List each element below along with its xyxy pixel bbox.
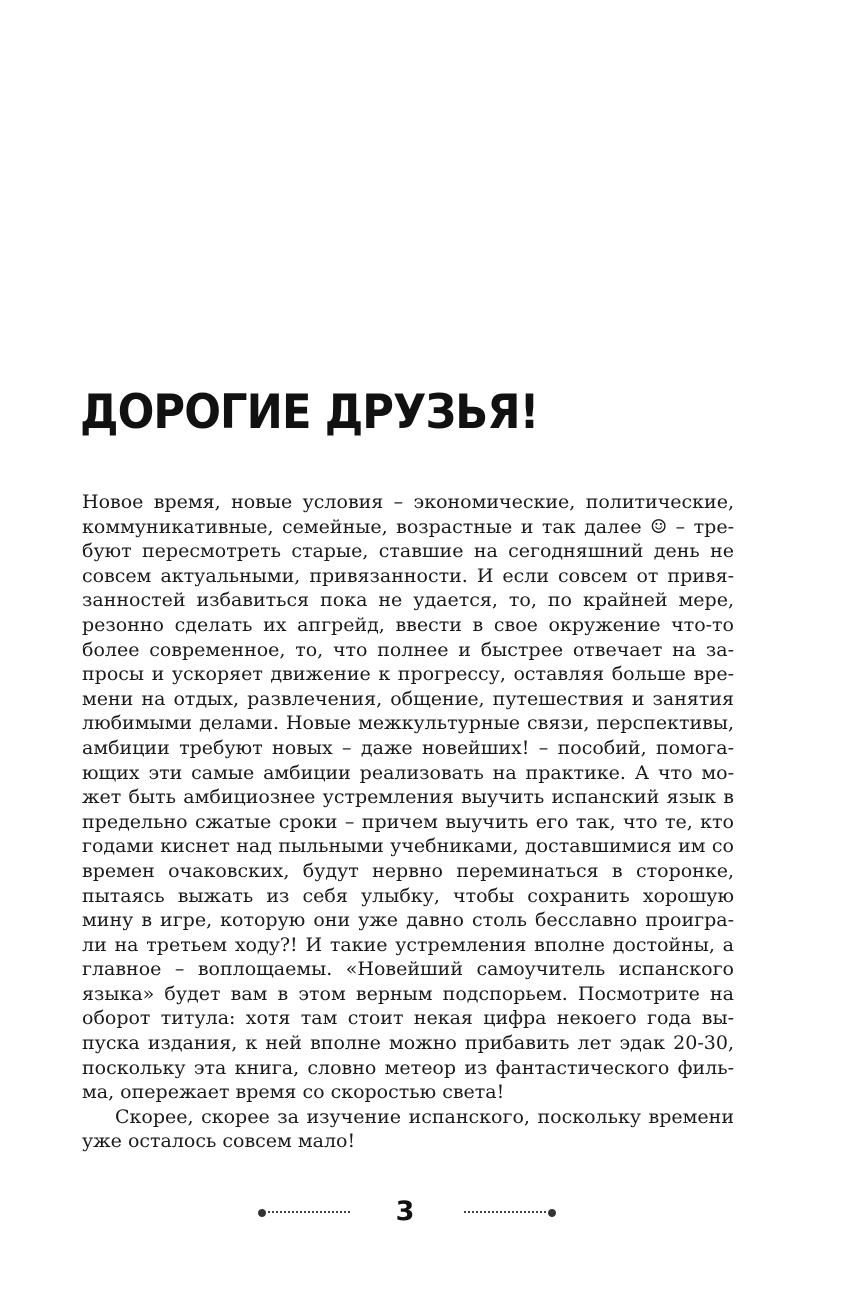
paragraph-1: Новое время, новые условия – экономические, политические, коммуникативные, семейные, возрастные и так далее ☺ – требуют пересмотреть старые, ставшие на сегодняшний день не совсем актуальными, привязанности. И если совсем от привязанностей избавиться пока не удается, то, по крайней мере, резонно сделать их апгрейд, ввести в свое окружение что-то более современное, то, что полнее и быстрее отвечает на запросы и ускоряет движение к прогрессу, оставляя больше времени на отдых, развлечения, общение, путешествия и занятия любимыми делами. Новые межкультурные связи, перспективы, амбиции требуют новых – даже новейших! – пособий, помогающих эти самые амбиции реализовать на практике. А что может быть амбициознее устремления выучить испанский язык в предельно сжатые сроки – причем выучить его так, что те, кто годами киснет над пыльными учебниками, доставшимися им со времен очаковских, будут нервно переминаться в сторонке, пытаясь выжать из себя улыбку, чтобы сохранить хорошую мину в игре, которую они уже давно столь бесславно проиграли на третьем ходу?! И такие устремления вполне достойны, а главное – воплощаемы. «Новейший самоучитель испанского языка» будет вам в этом верным подспорьем. Посмотрите на оборот титула: хотя там стоит некая цифра некоего года выпуска издания, к ней вполне можно прибавить лет эдак 20-30, поскольку эта книга, словно метеор из фантастического фильма, опережает время со скоростью света! (82, 491, 734, 1104)
footer-dot-left (258, 1209, 266, 1217)
footer-dotted-rule-left (268, 1211, 350, 1213)
page-footer (0, 1193, 845, 1233)
paragraph-2: Скорее, скорее за изучение испанского, поскольку времени уже осталось совсем мало! (82, 1105, 734, 1153)
footer-dot-right (548, 1209, 556, 1217)
page-number: 3 (395, 1196, 415, 1227)
body-text (82, 490, 734, 1154)
footer-dotted-rule-right (464, 1211, 546, 1213)
page-heading: ДОРОГИЕ ДРУЗЬЯ! (80, 385, 539, 440)
